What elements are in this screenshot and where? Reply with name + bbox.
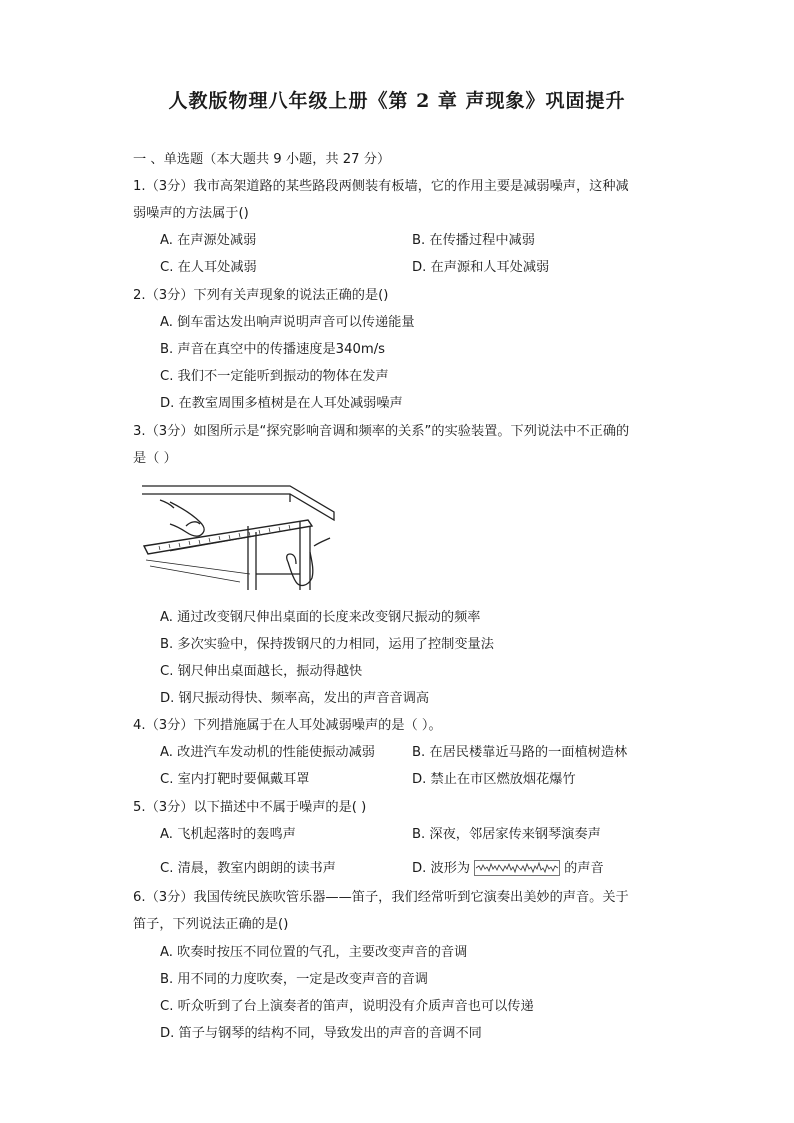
q1-stem-line1: 1.（3分）我市高架道路的某些路段两侧装有板墙，它的作用主要是减弱噪声，这种减	[133, 179, 629, 194]
q5-option-c: C. 清晨，教室内朗朗的读书声	[160, 861, 336, 876]
q6-option-b: B. 用不同的力度吹奏，一定是改变声音的音调	[160, 972, 428, 987]
q4-option-d: D. 禁止在市区燃放烟花爆竹	[412, 772, 576, 787]
q2-option-d: D. 在教室周围多植树是在人耳处减弱噪声	[160, 396, 403, 411]
q4-stem-line1: 4.（3分）下列措施属于在人耳处减弱噪声的是（ ）。	[133, 718, 442, 733]
q5-option-a: A. 飞机起落时的轰鸣声	[160, 827, 296, 842]
q2-option-c: C. 我们不一定能听到振动的物体在发声	[160, 369, 389, 384]
q2-option-b: B. 声音在真空中的传播速度是340m/s	[160, 342, 386, 357]
q6-option-c: C. 听众听到了台上演奏者的笛声，说明没有介质声音也可以传递	[160, 999, 534, 1014]
waveform-icon	[474, 860, 560, 876]
q1-option-c: C. 在人耳处减弱	[160, 260, 257, 275]
q4-option-a: A. 改进汽车发动机的性能使振动减弱	[160, 745, 375, 760]
ruler-experiment-figure	[140, 482, 336, 592]
q4-option-c: C. 室内打靶时要佩戴耳罩	[160, 772, 310, 787]
q3-option-d: D. 钢尺振动得快、频率高，发出的声音音调高	[160, 691, 430, 706]
q3-option-a: A. 通过改变钢尺伸出桌面的长度来改变钢尺振动的频率	[160, 610, 481, 625]
q1-option-d: D. 在声源和人耳处减弱	[412, 260, 550, 275]
q2-option-a: A. 倒车雷达发出响声说明声音可以传递能量	[160, 315, 415, 330]
q6-option-d: D. 笛子与钢琴的结构不同，导致发出的声音的音调不同	[160, 1026, 482, 1041]
q4-option-b: B. 在居民楼靠近马路的一面植树造林	[412, 745, 628, 760]
q5-option-d-suffix: 的声音	[564, 861, 604, 876]
q5-option-b: B. 深夜，邻居家传来钢琴演奏声	[412, 827, 601, 842]
q3-option-c: C. 钢尺伸出桌面越长，振动得越快	[160, 664, 363, 679]
q5-stem-line1: 5.（3分）以下描述中不属于噪声的是( )	[133, 800, 367, 815]
q2-stem-line1: 2.（3分）下列有关声现象的说法正确的是()	[133, 288, 389, 303]
q1-stem-line2: 弱噪声的方法属于()	[133, 206, 249, 221]
q5-option-d-prefix: D. 波形为	[412, 861, 471, 876]
q3-stem-line2: 是（ ）	[133, 451, 177, 466]
q6-stem-line2: 笛子，下列说法正确的是()	[133, 917, 289, 932]
q1-option-b: B. 在传播过程中减弱	[412, 233, 535, 248]
q6-option-a: A. 吹奏时按压不同位置的气孔，主要改变声音的音调	[160, 945, 468, 960]
q5-option-d	[412, 860, 604, 878]
q3-stem-line1: 3.（3分）如图所示是“探究影响音调和频率的关系”的实验装置。下列说法中不正确的	[133, 424, 630, 439]
page-title: 人教版物理八年级上册《第 2 章 声现象》巩固提升	[168, 90, 626, 112]
q3-option-b: B. 多次实验中，保持拨钢尺的力相同，运用了控制变量法	[160, 637, 494, 652]
q1-option-a: A. 在声源处减弱	[160, 233, 257, 248]
section-heading: 一 、单选题（本大题共 9 小题，共 27 分）	[133, 152, 391, 167]
q6-stem-line1: 6.（3分）我国传统民族吹管乐器——笛子，我们经常听到它演奏出美妙的声音。关于	[133, 890, 629, 905]
